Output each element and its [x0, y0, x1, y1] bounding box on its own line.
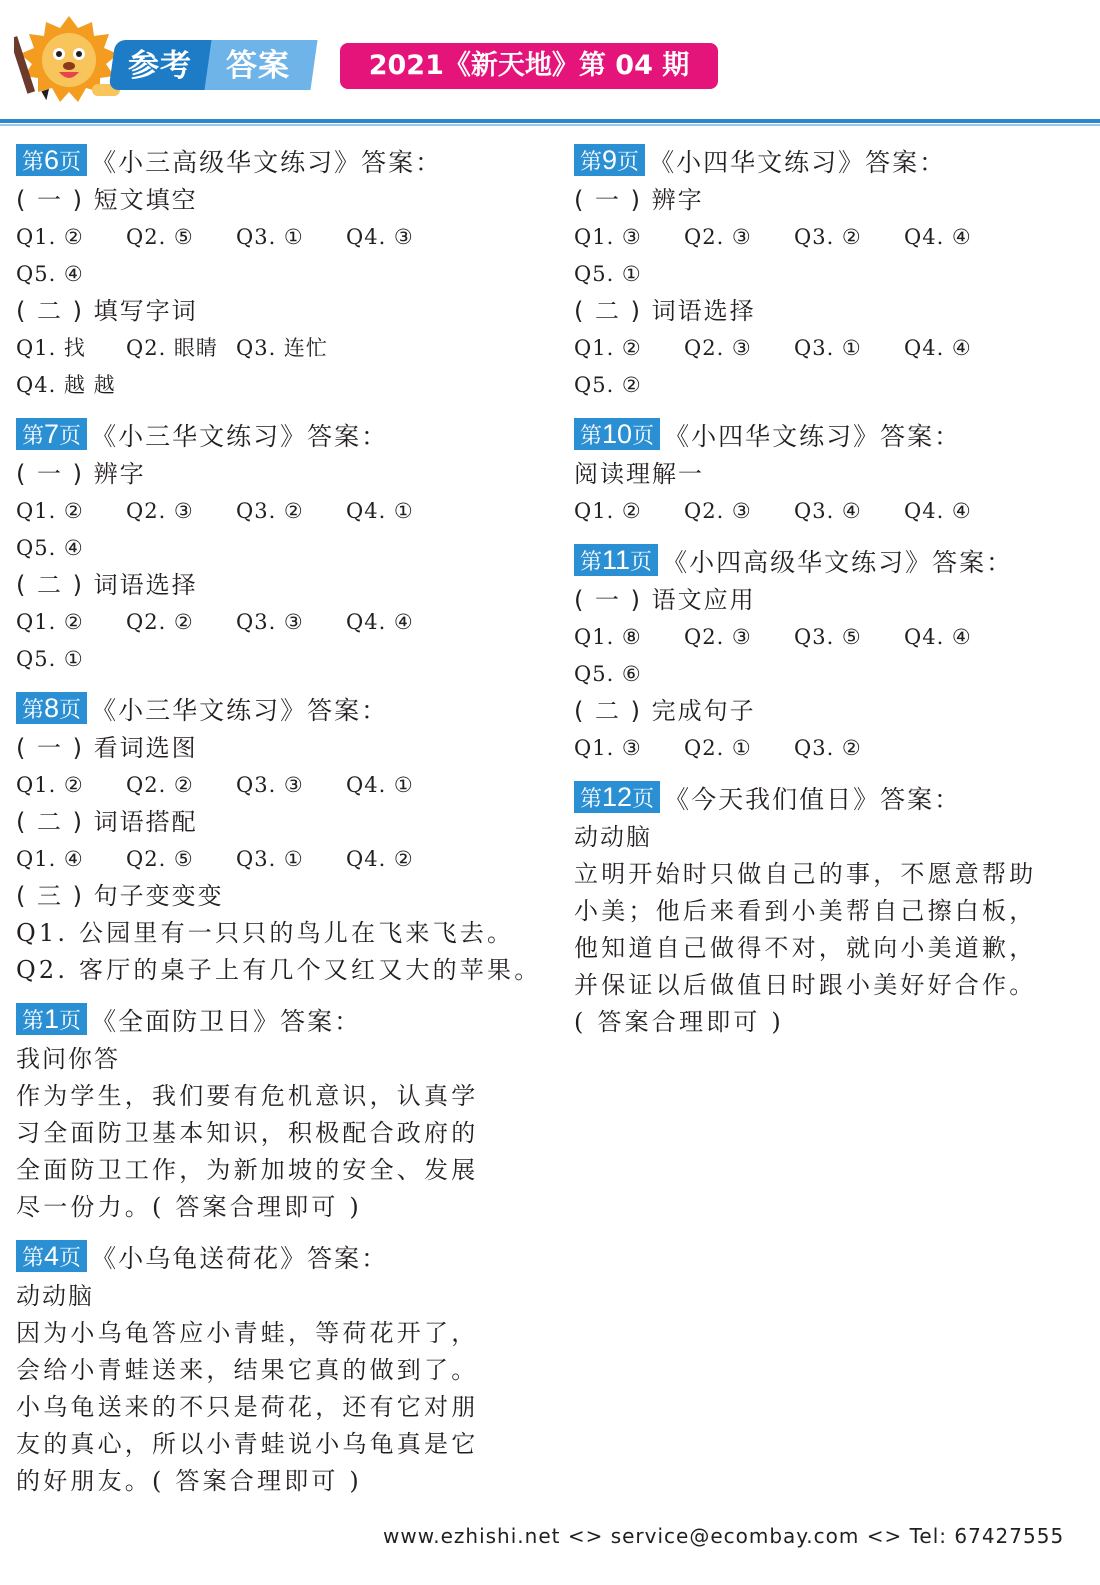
answer-row	[16, 367, 536, 404]
section-heading	[574, 781, 1094, 819]
page-badge	[16, 1003, 87, 1035]
answer-item: Q1. ⑧	[574, 625, 642, 649]
page-badge-suffix: 页	[59, 1245, 82, 1270]
lion-mascot-logo	[14, 14, 124, 106]
answer-paragraph	[16, 915, 542, 989]
answer-item: Q4. ①	[346, 499, 414, 523]
answer-row	[574, 493, 1094, 530]
answer-row	[16, 493, 536, 530]
page-badge-prefix: 第	[22, 1245, 45, 1270]
page-badge	[574, 781, 660, 813]
answer-row	[574, 330, 1094, 367]
page-badge-suffix: 页	[59, 423, 82, 448]
subsection-heading: ( 二 ) 完成句子	[574, 697, 756, 725]
answer-section	[16, 1003, 536, 1226]
answer-item: Q3. ①	[236, 847, 304, 871]
answer-row	[16, 767, 536, 804]
answer-row	[574, 219, 1094, 256]
answer-item: Q4. 越 越	[16, 373, 116, 397]
page-badge-prefix: 第	[580, 149, 603, 174]
answer-item: Q4. ④	[904, 225, 972, 249]
subsection-heading: ( 二 ) 填写字词	[16, 297, 198, 325]
answer-item: Q4. ④	[346, 610, 414, 634]
subsection-heading: 动动脑	[574, 823, 652, 851]
answer-item: Q5. ①	[574, 262, 642, 286]
page-badge	[574, 544, 658, 576]
page-number: 12	[602, 782, 633, 812]
answer-item: Q3. ②	[794, 225, 862, 249]
answer-item: Q4. ②	[346, 847, 414, 871]
issue-title: 2021《新天地》第 04 期	[340, 43, 718, 89]
answer-row	[16, 330, 536, 367]
page-number: 10	[602, 419, 633, 449]
section-heading	[574, 544, 1094, 582]
answer-item: Q5. ②	[574, 373, 642, 397]
answer-item: Q4. ①	[346, 773, 414, 797]
page-number: 11	[602, 545, 631, 575]
paragraph-line: Q1. 公园里有一只只的鸟儿在飞来飞去。	[16, 919, 515, 947]
paragraph-line: ( 答案合理即可 )	[574, 1008, 784, 1036]
answer-item: Q1. ④	[16, 847, 84, 871]
answer-item: Q1. 找	[16, 336, 86, 360]
subsection-heading: ( 一 ) 辨字	[16, 460, 146, 488]
page-badge	[574, 144, 645, 176]
answer-row	[16, 604, 536, 641]
answer-row	[16, 256, 536, 293]
answer-item: Q3. ①	[236, 225, 304, 249]
answer-row	[574, 619, 1094, 656]
page-badge-suffix: 页	[630, 549, 653, 574]
answer-item: Q5. ①	[16, 647, 84, 671]
left-column	[16, 144, 542, 1514]
paragraph-line: 会给小青蛙送来，结果它真的做到了。	[16, 1356, 479, 1384]
answer-section	[574, 544, 1094, 767]
header-label-answer: 答案	[226, 48, 290, 84]
paragraph-line: 的好朋友。( 答案合理即可 )	[16, 1467, 362, 1495]
section-heading	[16, 1240, 536, 1278]
right-column	[574, 144, 1094, 1055]
section-title: 《小四华文练习》答案：	[649, 148, 947, 177]
answer-item: Q3. ②	[236, 499, 304, 523]
page-badge	[16, 418, 87, 450]
page-badge-suffix: 页	[632, 423, 655, 448]
answer-section	[574, 144, 1094, 404]
subsection-heading: ( 三 ) 句子变变变	[16, 882, 224, 910]
answer-item: Q3. ④	[794, 499, 862, 523]
answer-section	[16, 1240, 536, 1500]
answer-item: Q2. 眼睛	[126, 336, 218, 360]
page-number: 4	[44, 1241, 60, 1271]
page-badge-suffix: 页	[617, 149, 640, 174]
page-header	[0, 0, 1100, 125]
answer-item: Q3. ①	[794, 336, 862, 360]
section-title: 《小三华文练习》答案：	[91, 696, 389, 725]
section-heading	[16, 418, 536, 456]
page-badge-prefix: 第	[580, 786, 603, 811]
page-badge	[16, 144, 87, 176]
section-title: 《今天我们值日》答案：	[664, 785, 962, 814]
answer-item: Q3. ⑤	[794, 625, 862, 649]
subsection-heading: ( 一 ) 辨字	[574, 186, 704, 214]
answer-section	[16, 144, 536, 404]
section-heading	[16, 1003, 536, 1041]
subsection-heading: 我问你答	[16, 1045, 120, 1073]
page-badge-prefix: 第	[580, 423, 603, 448]
answer-row	[574, 656, 1094, 693]
paragraph-line: 习全面防卫基本知识，积极配合政府的	[16, 1119, 479, 1147]
answer-item: Q2. ③	[684, 625, 752, 649]
page-badge-suffix: 页	[59, 149, 82, 174]
page-number: 1	[44, 1004, 60, 1034]
paragraph-line: Q2. 客厅的桌子上有几个又红又大的苹果。	[16, 956, 542, 984]
paragraph-line: 友的真心，所以小青蛙说小乌龟真是它	[16, 1430, 479, 1458]
answer-item: Q2. ②	[126, 610, 194, 634]
footer-contact: www.ezhishi.net <> service@ecombay.com <> Tel: 67427555	[383, 1524, 1065, 1548]
subsection-heading: ( 二 ) 词语选择	[574, 297, 756, 325]
section-title: 《小四高级华文练习》答案：	[662, 548, 1014, 577]
answer-paragraph	[574, 856, 1094, 1041]
answer-item: Q1. ②	[16, 610, 84, 634]
answer-item: Q1. ③	[574, 225, 642, 249]
header-rule	[0, 119, 1100, 123]
answer-item: Q1. ③	[574, 736, 642, 760]
answer-item: Q3. ②	[794, 736, 862, 760]
answer-item: Q2. ③	[684, 499, 752, 523]
paragraph-line: 因为小乌龟答应小青蛙，等荷花开了，	[16, 1319, 479, 1347]
answer-row	[16, 841, 536, 878]
section-title: 《小三华文练习》答案：	[91, 422, 389, 451]
answer-item: Q2. ⑤	[126, 225, 194, 249]
section-heading	[16, 144, 536, 182]
paragraph-line: 小乌龟送来的不只是荷花，还有它对朋	[16, 1393, 479, 1421]
page-badge-suffix: 页	[632, 786, 655, 811]
subsection-heading: 动动脑	[16, 1282, 94, 1310]
section-title: 《小乌龟送荷花》答案：	[91, 1244, 389, 1273]
answer-item: Q1. ②	[574, 336, 642, 360]
answer-item: Q2. ③	[684, 225, 752, 249]
section-title: 《小三高级华文练习》答案：	[91, 148, 443, 177]
subsection-heading: ( 一 ) 看词选图	[16, 734, 198, 762]
paragraph-line: 尽一份力。( 答案合理即可 )	[16, 1193, 362, 1221]
paragraph-line: 小美；他后来看到小美帮自己擦白板，	[574, 897, 1037, 925]
answer-item: Q3. ③	[236, 773, 304, 797]
answer-item: Q3. 连忙	[236, 336, 328, 360]
answer-section	[16, 418, 536, 678]
page-number: 9	[602, 145, 618, 175]
answer-item: Q5. ⑥	[574, 662, 642, 686]
page-badge-prefix: 第	[22, 149, 45, 174]
answer-section	[574, 418, 1094, 530]
answer-row	[574, 730, 1094, 767]
subsection-heading: 阅读理解一	[574, 460, 704, 488]
section-title: 《全面防卫日》答案：	[91, 1007, 362, 1036]
paragraph-line: 作为学生，我们要有危机意识，认真学	[16, 1082, 479, 1110]
paragraph-line: 他知道自己做得不对，就向小美道歉，	[574, 934, 1037, 962]
paragraph-line: 并保证以后做值日时跟小美好好合作。	[574, 971, 1037, 999]
answer-item: Q1. ②	[16, 773, 84, 797]
subsection-heading: ( 一 ) 短文填空	[16, 186, 198, 214]
answer-paragraph	[16, 1078, 536, 1226]
answer-item: Q4. ④	[904, 625, 972, 649]
page-badge	[16, 692, 87, 724]
section-heading	[574, 418, 1094, 456]
answer-item: Q1. ②	[16, 499, 84, 523]
paragraph-line: 立明开始时只做自己的事，不愿意帮助	[574, 860, 1037, 888]
page-badge-suffix: 页	[59, 1008, 82, 1033]
page-badge	[574, 418, 660, 450]
answer-paragraph	[16, 1315, 536, 1500]
page-number: 8	[44, 693, 60, 723]
page-number: 7	[44, 419, 60, 449]
answer-section	[574, 781, 1094, 1041]
answer-item: Q2. ③	[126, 499, 194, 523]
answer-row	[16, 530, 536, 567]
answer-row	[16, 219, 536, 256]
answer-item: Q4. ④	[904, 499, 972, 523]
page-badge-suffix: 页	[59, 697, 82, 722]
page-badge-prefix: 第	[22, 697, 45, 722]
answer-section	[16, 692, 542, 989]
section-heading	[16, 692, 536, 730]
answer-item: Q4. ④	[904, 336, 972, 360]
header-label-reference: 参考	[128, 48, 192, 84]
subsection-heading: ( 二 ) 词语搭配	[16, 808, 198, 836]
subsection-heading: ( 一 ) 语文应用	[574, 586, 756, 614]
section-heading	[574, 144, 1094, 182]
page-number: 6	[44, 145, 60, 175]
page-badge-prefix: 第	[580, 549, 603, 574]
answer-item: Q1. ②	[16, 225, 84, 249]
answer-item: Q2. ③	[684, 336, 752, 360]
answer-item: Q5. ④	[16, 536, 84, 560]
answer-item: Q2. ①	[684, 736, 752, 760]
page-badge-prefix: 第	[22, 1008, 45, 1033]
answer-row	[574, 367, 1094, 404]
paragraph-line: 全面防卫工作，为新加坡的安全、发展	[16, 1156, 479, 1184]
section-title: 《小四华文练习》答案：	[664, 422, 962, 451]
page-badge	[16, 1240, 87, 1272]
answer-row	[16, 641, 536, 678]
subsection-heading: ( 二 ) 词语选择	[16, 571, 198, 599]
answer-row	[574, 256, 1094, 293]
answer-item: Q2. ②	[126, 773, 194, 797]
answer-item: Q1. ②	[574, 499, 642, 523]
answer-item: Q2. ⑤	[126, 847, 194, 871]
answer-item: Q5. ④	[16, 262, 84, 286]
answer-item: Q3. ③	[236, 610, 304, 634]
header-rule-light	[0, 124, 1100, 126]
answer-item: Q4. ③	[346, 225, 414, 249]
page-badge-prefix: 第	[22, 423, 45, 448]
